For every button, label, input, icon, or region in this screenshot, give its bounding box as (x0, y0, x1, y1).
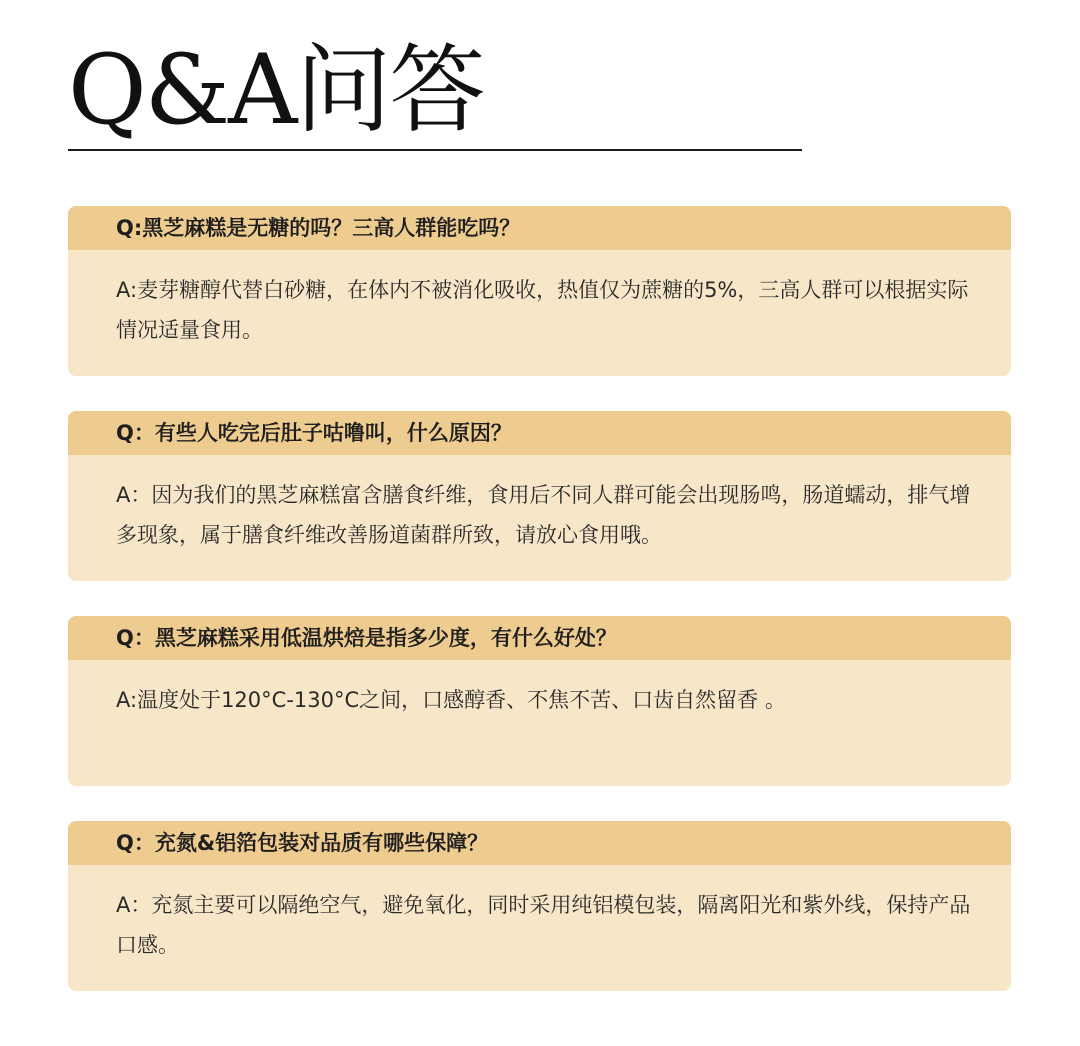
question-3: Q：黑芝麻糕采用低温烘焙是指多少度，有什么好处？ (68, 616, 1011, 660)
qa-card-1 (68, 206, 1011, 376)
question-4: Q：充氮&铝箔包装对品质有哪些保障？ (68, 821, 1011, 865)
question-2: Q：有些人吃完后肚子咕噜叫，什么原因？ (68, 411, 1011, 455)
title-underline (68, 149, 802, 151)
answer-4: A：充氮主要可以隔绝空气，避免氧化，同时采用纯铝模包装，隔离阳光和紫外线，保持产品口感。 (116, 893, 971, 957)
qa-card-4 (68, 821, 1011, 991)
qa-list (68, 206, 1011, 991)
qa-card-2 (68, 411, 1011, 581)
answer-3: A:温度处于120°C-130°C之间，口感醇香、不焦不苦、口齿自然留香 。 (116, 688, 786, 712)
page-title: Q&A问答 (68, 34, 484, 146)
qa-card-3 (68, 616, 1011, 786)
question-1: Q:黑芝麻糕是无糖的吗？三高人群能吃吗？ (68, 206, 1011, 250)
answer-2: A：因为我们的黑芝麻糕富含膳食纤维，食用后不同人群可能会出现肠鸣，肠道蠕动，排气增多现象，属于膳食纤维改善肠道菌群所致，请放心食用哦。 (116, 483, 971, 547)
answer-1: A:麦芽糖醇代替白砂糖，在体内不被消化吸收，热值仅为蔗糖的5%，三高人群可以根据实际情况适量食用。 (116, 278, 969, 342)
